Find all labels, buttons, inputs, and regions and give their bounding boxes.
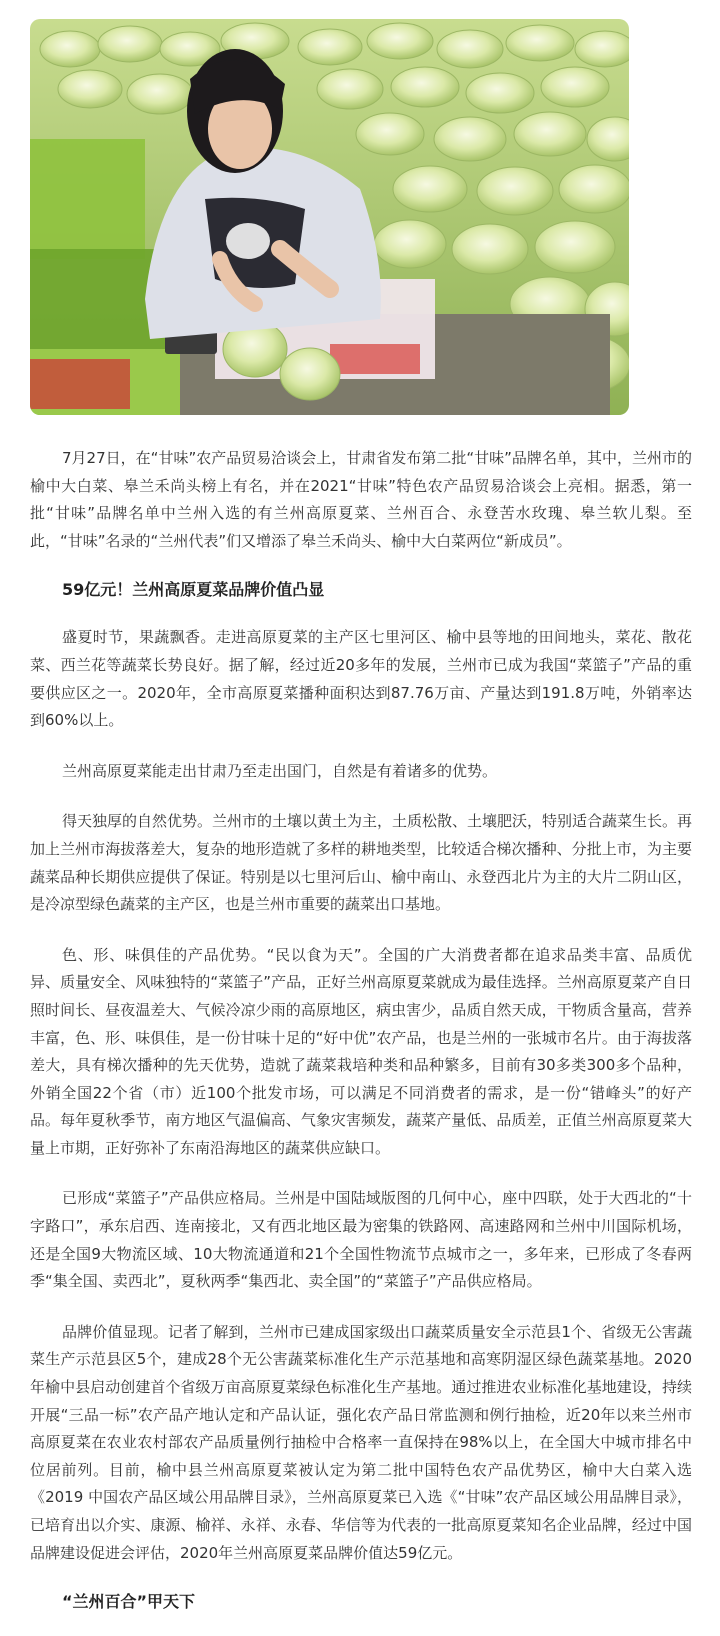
product-advantage-paragraph: 色、形、味俱佳的产品优势。“民以食为天”。全国的广大消费者都在追求品类丰富、品质优异、质量安全、风味独特的“菜篮子”产品，正好兰州高原夏菜就成为最佳选择。兰州高原夏菜产自日照时间长、昼夜温差大、气候冷凉少雨的高原地区，病虫害少，品质自然天成，干物质含量高，营养丰富，色、形、味俱佳，是一份甘味十足的“好中优”农产品，也是兰州的一张城市名片。由于海拔落差大，具有梯次播种的先天优势，造就了蔬菜栽培种类和品种繁多，目前有30多类300多个品种，外销全国22个省（市）近100个批发市场，可以满足不同消费者的需求，是一份“错峰头”的好产品。每年夏秋季节，南方地区气温偏高、气象灾害频发，蔬菜产量低、品质差，正值兰州高原夏菜大量上市期，正好弥补了东南沿海地区的蔬菜供应缺口。 (30, 945, 692, 1157)
supply-pattern-paragraph: 已形成“菜篮子”产品供应格局。兰州是中国陆域版图的几何中心，座中四联，处于大西北的“十字路口”，承东启西、连南接北，又有西北地区最为密集的铁路网、高速路网和兰州中川国际机场，还是全国9大物流区域、10大物流通道和21个全国性物流节点城市之一，多年来，已形成了冬春两季“集全国、卖西北”，夏秋两季“集西北、卖全国”的“菜篮子”产品供应格局。 (30, 1189, 692, 1291)
natural-advantage-paragraph: 得天独厚的自然优势。兰州市的土壤以黄土为主，土质松散、土壤肥沃，特别适合蔬菜生长。再加上兰州市海拔落差大，复杂的地形造就了多样的耕地类型，比较适合梯次播种、分批上市，为主要蔬菜品种长期供应提供了保证。特别是以七里河后山、榆中南山、永登西北片为主的大片二阴山区，是冷凉型绿色蔬菜的主产区，也是兰州市重要的蔬菜出口基地。 (30, 812, 693, 914)
intro-paragraph: 7月27日，在“甘味”农产品贸易洽谈会上，甘肃省发布第二批“甘味”品牌名单，其中，兰州市的榆中大白菜、皋兰禾尚头榜上有名，并在2021“甘味”特色农产品贸易洽谈会上亮相。据悉，第一批“甘味”品牌名单中兰州入选的有兰州高原夏菜、兰州百合、永登苦水玫瑰、皋兰软儿梨。至此，“甘味”名录的“兰州代表”们又增添了皋兰禾尚头、榆中大白菜两位“新成员”。 (30, 449, 692, 550)
brand-value-paragraph: 品牌价值显现。记者了解到，兰州市已建成国家级出口蔬菜质量安全示范县1个、省级无公害蔬菜生产示范县区5个，建成28个无公害蔬菜标准化生产示范基地和高寒阴湿区绿色蔬菜基地。2020年榆中县启动创建首个省级万亩高原夏菜绿色标准化生产基地。通过推进农业标准化基地建设，持续开展“三品一标”农产品产地认定和产品认证，强化农产品日常监测和例行抽检，近20年以来兰州市高原夏菜在农业农村部农产品质量例行抽检中合格率一直保持在98%以上，在全国大中城市排名中位居前列。目前，榆中县兰州高原夏菜被认定为第二批中国特色农产品优势区，榆中大白菜入选《2019 中国农产品区域公用品牌目录》，兰州高原夏菜已入选《“甘味”农产品区域公用品牌目录》，已培育出以介实、康源、榆祥、永祥、永春、华信等为代表的一批高原夏菜知名企业品牌，经过中国品牌建设促进会评估，2020年兰州高原夏菜品牌价值达59亿元。 (30, 1322, 692, 1562)
section-heading-lanzhou-lily: “兰州百合”甲天下 (62, 1592, 196, 1612)
vegetable-stall-photo-icon (30, 19, 629, 415)
article-photo (30, 19, 629, 415)
section-heading-summer-vegetables: 59亿元！兰州高原夏菜品牌价值凸显 (62, 580, 325, 600)
summer-vegetables-paragraph: 盛夏时节，果蔬飘香。走进高原夏菜的主产区七里河区、榆中县等地的田间地头，菜花、散花菜、西兰花等蔬菜长势良好。据了解，经过近20多年的发展，兰州市已成为我国“菜篮子”产品的重要供应区之一。2020年，全市高原夏菜播种面积达到87.76万亩、产量达到191.8万吨，外销率达到60%以上。 (30, 628, 692, 730)
advantages-intro-paragraph: 兰州高原夏菜能走出甘肃乃至走出国门，自然是有着诸多的优势。 (62, 761, 498, 780)
article-body (30, 445, 692, 1636)
